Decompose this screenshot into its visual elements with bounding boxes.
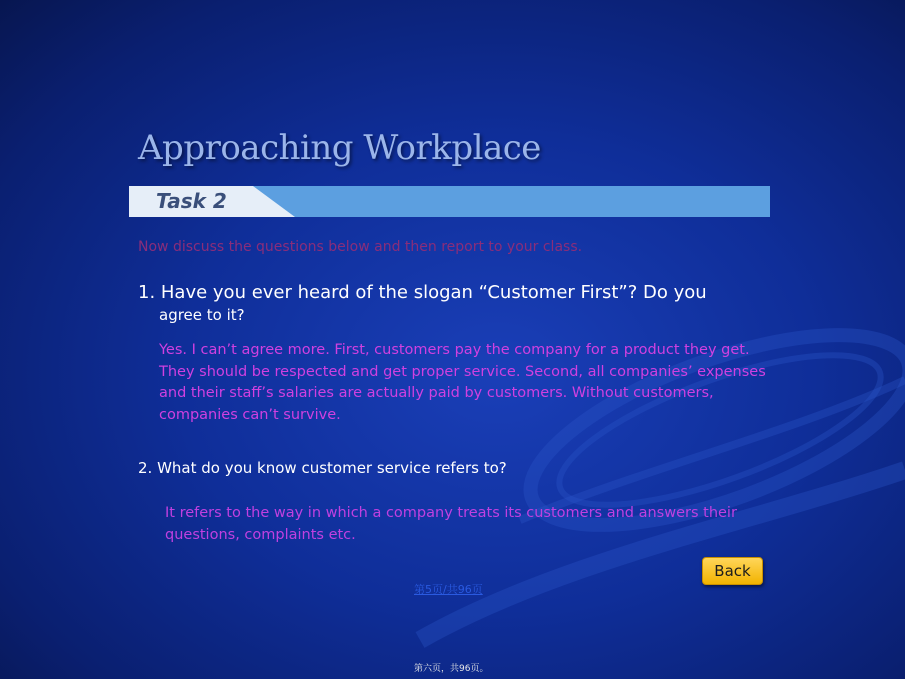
question-1-line-2: agree to it? bbox=[159, 306, 245, 324]
page-footer: 第六页，共96页。 bbox=[414, 664, 489, 674]
answer-1-line-1: Yes. I can’t agree more. First, customers pay the company for a product they get. bbox=[159, 342, 750, 358]
answer-1-line-4: companies can’t survive. bbox=[159, 406, 341, 423]
answer-2 bbox=[165, 503, 765, 546]
instructions-text: Now discuss the questions below and then report to your class. bbox=[138, 239, 583, 255]
answer-2-line-1: It refers to the way in which a company treats its customers and answers their bbox=[165, 505, 737, 521]
answer-1-line-2: They should be respected and get proper service. Second, all companies’ expenses bbox=[159, 363, 766, 380]
answer-2-line-2: questions, complaints etc. bbox=[165, 526, 356, 543]
task-banner bbox=[129, 186, 770, 217]
answer-1-line-3: and their staff’s salaries are actually paid by customers. Without customers, bbox=[159, 385, 714, 401]
answer-1 bbox=[159, 340, 779, 426]
page-number-link[interactable]: 第5页/共96页 bbox=[414, 583, 483, 596]
question-1-line-1: 1. Have you ever heard of the slogan “Customer First”? Do you bbox=[138, 282, 707, 303]
back-button[interactable]: Back bbox=[702, 557, 763, 585]
slide-title: Approaching Workplace bbox=[138, 128, 541, 168]
question-2: 2. What do you know customer service refers to? bbox=[138, 459, 507, 477]
task-label: Task 2 bbox=[156, 189, 227, 213]
